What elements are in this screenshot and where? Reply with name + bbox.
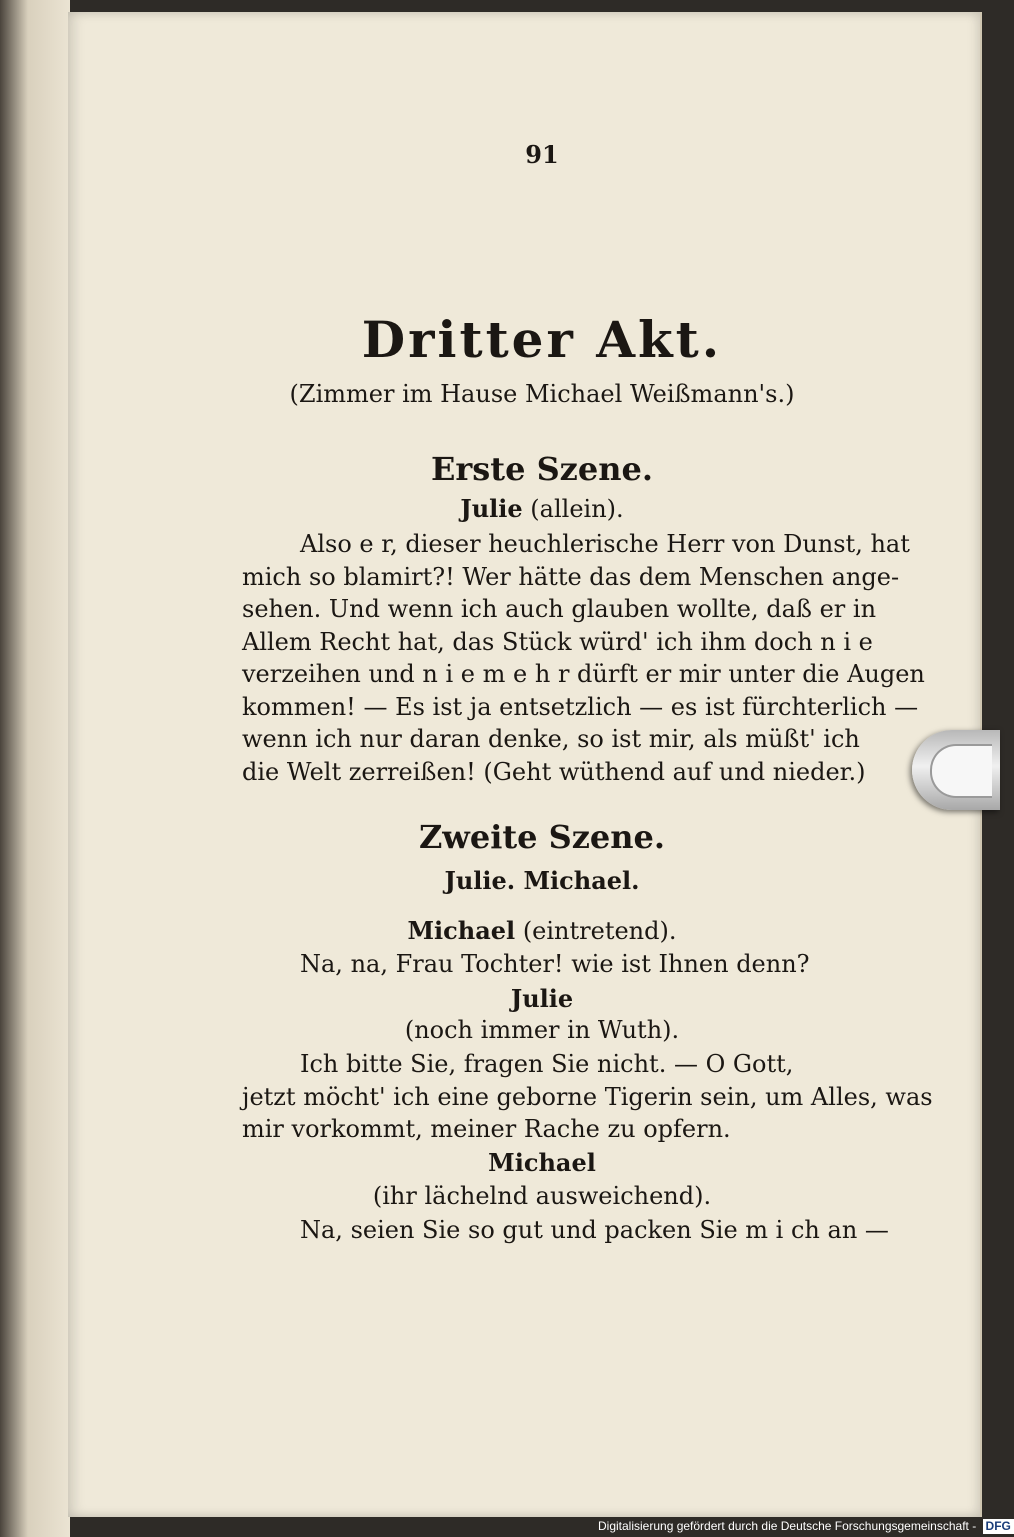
- text-line: kommen! — Es ist ja entsetzlich — es ist fürchterlich —: [242, 692, 919, 721]
- scene-heading-2: Zweite Szene.: [418, 818, 666, 856]
- monologue-paragraph: [242, 528, 925, 788]
- text-line: sehen. Und wenn ich auch glauben wollte, daß er in: [242, 595, 877, 623]
- dialogue-paragraph: [242, 1048, 933, 1146]
- text-line: verzeihen und n i e m e h r dürft er mir unter die Augen: [242, 660, 925, 688]
- scene-heading-1: Erste Szene.: [431, 450, 653, 488]
- act-title: Dritter Akt.: [361, 310, 723, 369]
- speaker-name: Michael: [407, 916, 516, 945]
- page-number: 91: [525, 140, 559, 169]
- stage-direction: (eintretend).: [522, 917, 677, 945]
- speaker-name-julie: Julie: [510, 984, 574, 1013]
- stage-direction-michael: (ihr lächelnd ausweichend).: [372, 1182, 712, 1210]
- speaker-name: Julie: [460, 494, 523, 523]
- text-line: wenn ich nur daran denke, so ist mir, als müßt' ich: [242, 725, 860, 753]
- dfg-logo: DFG: [983, 1519, 1014, 1534]
- text-line: Na, seien Sie so gut und packen Sie m i ch an —: [300, 1216, 889, 1244]
- text-line: Allem Recht hat, das Stück würd' ich ihm doch n i e: [242, 627, 873, 656]
- text-line: mir vorkommt, meiner Rache zu opfern.: [242, 1115, 731, 1143]
- speaker-label-michael: [242, 916, 842, 945]
- speaker-label-julie: [242, 494, 842, 523]
- text-line: mich so blamirt?! Wer hätte das dem Menschen ange-: [242, 562, 900, 591]
- book-gutter: [0, 0, 70, 1537]
- text-line: Also e r, dieser heuchlerische Herr von Dunst, hat: [300, 530, 910, 558]
- scene-setting: (Zimmer im Hause Michael Weißmann's.): [289, 380, 795, 408]
- funding-footer: [598, 1516, 1011, 1537]
- text-line: Na, na, Frau Tochter! wie ist Ihnen denn?: [300, 950, 810, 978]
- book-page: [68, 12, 982, 1517]
- footer-text: Digitalisierung gefördert durch die Deutsche Forschungsgemeinschaft -: [598, 1519, 977, 1533]
- speaker-name-michael: Michael: [488, 1148, 596, 1177]
- page-clip: [912, 730, 1000, 810]
- text-line: die Welt zerreißen! (Geht wüthend auf und nieder.): [242, 757, 866, 786]
- stage-direction: (allein).: [530, 495, 624, 523]
- scene-characters: Julie. Michael.: [444, 866, 640, 895]
- stage-direction-julie: (noch immer in Wuth).: [404, 1016, 680, 1044]
- text-line: jetzt möcht' ich eine geborne Tigerin sein, um Alles, was: [242, 1082, 933, 1111]
- dialogue-line: [242, 948, 842, 981]
- dialogue-line: [242, 1214, 889, 1247]
- text-line: Ich bitte Sie, fragen Sie nicht. — O Gott,: [300, 1050, 794, 1078]
